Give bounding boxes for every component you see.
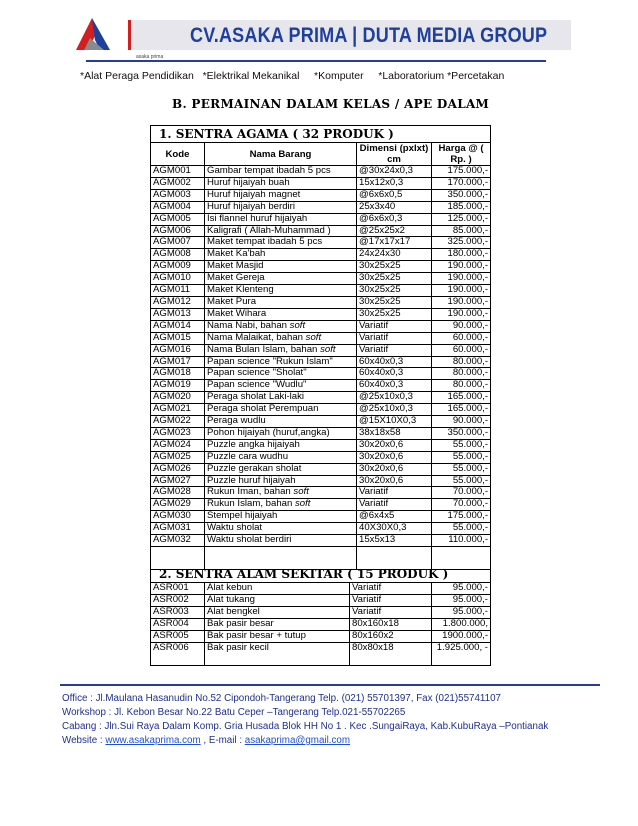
- item-dimension: 80x160x2: [350, 630, 432, 642]
- item-dimension: @6x6x0,3: [357, 213, 432, 225]
- table-row: [151, 463, 491, 475]
- item-dimension: 30x20x0,6: [357, 439, 432, 451]
- item-price: 190.000,-: [432, 285, 491, 297]
- table-row: [151, 308, 491, 320]
- item-name: Maket Wihara: [205, 308, 357, 320]
- footer: [62, 692, 548, 748]
- table-row: [151, 166, 491, 178]
- item-name: Bak pasir besar: [205, 618, 350, 630]
- item-dimension: 30x20x0,6: [357, 475, 432, 487]
- item-dimension: @15X10X0,3: [357, 416, 432, 428]
- table-row: [151, 189, 491, 201]
- item-name: Stempel hijaiyah: [205, 511, 357, 523]
- item-price: 165.000,-: [432, 392, 491, 404]
- table-row: [151, 427, 491, 439]
- item-dimension: Variatif: [350, 583, 432, 595]
- item-price: 55.000,-: [432, 463, 491, 475]
- table-row: [151, 392, 491, 404]
- item-dimension: 60x40x0,3: [357, 380, 432, 392]
- table-row: [151, 642, 491, 665]
- item-code: ASR003: [151, 606, 205, 618]
- workshop-address: Workshop : Jl. Kebon Besar No.22 Batu Ceper –Tangerang Telp.021-55702265: [62, 707, 406, 718]
- item-name: Puzzle cara wudhu: [205, 451, 357, 463]
- item-code: AGM032: [151, 535, 205, 547]
- section-title: B. PERMAINAN DALAM KELAS / APE DALAM: [172, 97, 490, 111]
- item-code: AGM015: [151, 332, 205, 344]
- table-title: 2. SENTRA ALAM SEKITAR ( 15 PRODUK ): [151, 566, 491, 583]
- website-link[interactable]: www.asakaprima.com: [105, 735, 201, 746]
- item-name: Rukun Islam, bahan soft: [205, 499, 357, 511]
- item-dimension: Variatif: [350, 594, 432, 606]
- office-address: Office : Jl.Maulana Hasanudin No.52 Cipondoh-Tangerang Telp. (021) 55701397, Fax (021)55741107: [62, 693, 501, 704]
- table-row: [151, 201, 491, 213]
- item-code: AGM026: [151, 463, 205, 475]
- item-dimension: @25x25x2: [357, 225, 432, 237]
- item-name: Kaligrafi ( Allah-Muhammad ): [205, 225, 357, 237]
- table-row: [151, 487, 491, 499]
- header-dimensi: Dimensi (pxlxt) cm: [357, 143, 432, 166]
- item-code: AGM003: [151, 189, 205, 201]
- table-row: [151, 523, 491, 535]
- item-code: AGM018: [151, 368, 205, 380]
- item-code: AGM025: [151, 451, 205, 463]
- item-price: 60.000,-: [432, 332, 491, 344]
- item-price: 185.000,-: [432, 201, 491, 213]
- email-link[interactable]: asakaprima@gmail.com: [244, 735, 350, 746]
- item-code: ASR006: [151, 642, 205, 665]
- table-row: [151, 332, 491, 344]
- item-price: 175.000,-: [432, 166, 491, 178]
- item-code: AGM009: [151, 261, 205, 273]
- table-row: [151, 511, 491, 523]
- item-code: AGM028: [151, 487, 205, 499]
- item-price: 80.000,-: [432, 380, 491, 392]
- table-row: [151, 499, 491, 511]
- item-code: AGM007: [151, 237, 205, 249]
- item-price: 60.000,-: [432, 344, 491, 356]
- header-divider: [86, 60, 546, 62]
- item-code: AGM001: [151, 166, 205, 178]
- item-code: AGM006: [151, 225, 205, 237]
- item-name: Maket Pura: [205, 296, 357, 308]
- item-dimension: 15x5x13: [357, 535, 432, 547]
- table-row: [151, 451, 491, 463]
- header-nama-barang: Nama Barang: [205, 143, 357, 166]
- item-price: 80.000,-: [432, 368, 491, 380]
- item-dimension: 80x80x18: [350, 642, 432, 665]
- item-code: AGM019: [151, 380, 205, 392]
- item-price: 95.000,-: [432, 583, 491, 595]
- item-price: 80.000,-: [432, 356, 491, 368]
- item-name: Papan science "Sholat": [205, 368, 357, 380]
- soft-material-label: soft: [320, 344, 336, 355]
- item-dimension: 40X30X0,3: [357, 523, 432, 535]
- item-price: 85.000,-: [432, 225, 491, 237]
- item-name: Papan science "Rukun Islam": [205, 356, 357, 368]
- item-price: 165.000,-: [432, 404, 491, 416]
- business-categories: *Alat Peraga Pendidikan *Elektrikal Mekanikal *Komputer *Laboratorium *Percetakan: [80, 70, 505, 82]
- sentra-alam-sekitar-table: [150, 566, 491, 666]
- item-dimension: 60x40x0,3: [357, 368, 432, 380]
- item-price: 95.000,-: [432, 606, 491, 618]
- item-price: 1.800.000,: [432, 618, 491, 630]
- item-name: Alat kebun: [205, 583, 350, 595]
- item-price: 170.000,-: [432, 177, 491, 189]
- table-title: 1. SENTRA AGAMA ( 32 PRODUK ): [151, 126, 491, 143]
- item-code: AGM008: [151, 249, 205, 261]
- item-dimension: @6x6x0,5: [357, 189, 432, 201]
- item-price: 190.000,-: [432, 296, 491, 308]
- contact-line: [62, 734, 548, 748]
- soft-material-label: soft: [305, 332, 322, 343]
- item-dimension: @25x10x0,3: [357, 392, 432, 404]
- item-name: Huruf hijaiyah magnet: [205, 189, 357, 201]
- email-label: , E-mail :: [200, 735, 245, 746]
- soft-material-label: soft: [289, 320, 306, 331]
- item-code: AGM012: [151, 296, 205, 308]
- item-name: Isi flannel huruf hijaiyah: [205, 213, 357, 225]
- item-code: AGM004: [151, 201, 205, 213]
- item-name: Nama Nabi, bahan soft: [205, 320, 357, 332]
- item-name: Waktu sholat: [205, 523, 357, 535]
- item-name: Maket Klenteng: [205, 285, 357, 297]
- item-name: Bak pasir besar + tutup: [205, 630, 350, 642]
- item-name: Pohon hijaiyah (huruf,angka): [205, 427, 357, 439]
- soft-material-label: soft: [295, 498, 311, 510]
- item-dimension: 38x18x58: [357, 427, 432, 439]
- item-dimension: @30x24x0,3: [357, 166, 432, 178]
- item-code: ASR004: [151, 618, 205, 630]
- table-row: [151, 416, 491, 428]
- item-code: AGM021: [151, 404, 205, 416]
- item-dimension: 24x24x30: [357, 249, 432, 261]
- item-price: 70.000,-: [432, 487, 491, 499]
- item-dimension: Variatif: [350, 606, 432, 618]
- table-row: [151, 249, 491, 261]
- item-dimension: Variatif: [357, 332, 432, 344]
- item-code: ASR002: [151, 594, 205, 606]
- item-name: Rukun Iman, bahan soft: [205, 487, 357, 499]
- item-code: ASR001: [151, 583, 205, 595]
- header-kode: Kode: [151, 143, 205, 166]
- item-code: AGM023: [151, 427, 205, 439]
- item-dimension: 30x25x25: [357, 273, 432, 285]
- item-dimension: @25x10x0,3: [357, 404, 432, 416]
- item-name: Huruf hijaiyah berdiri: [205, 201, 357, 213]
- item-dimension: @17x17x17: [357, 237, 432, 249]
- item-dimension: Variatif: [357, 499, 432, 511]
- soft-material-label: soft: [293, 486, 309, 498]
- item-dimension: Variatif: [357, 344, 432, 356]
- item-name: Puzzle huruf hijaiyah: [205, 475, 357, 487]
- item-name: Nama Bulan Islam, bahan soft: [205, 344, 357, 356]
- item-dimension: 80x160x18: [350, 618, 432, 630]
- table-row: [151, 404, 491, 416]
- item-dimension: 30x25x25: [357, 296, 432, 308]
- item-name: Maket Ka'bah: [205, 249, 357, 261]
- item-code: AGM027: [151, 475, 205, 487]
- item-code: AGM010: [151, 273, 205, 285]
- item-dimension: 30x25x25: [357, 261, 432, 273]
- letterhead: [70, 14, 570, 58]
- item-price: 1900.000,-: [432, 630, 491, 642]
- item-code: AGM030: [151, 511, 205, 523]
- table-row: [151, 273, 491, 285]
- table-row: [151, 177, 491, 189]
- logo-subtext: asaka prima: [136, 54, 164, 60]
- table-row: [151, 296, 491, 308]
- item-name: Alat bengkel: [205, 606, 350, 618]
- item-dimension: 25x3x40: [357, 201, 432, 213]
- item-dimension: Variatif: [357, 487, 432, 499]
- item-price: 95.000,-: [432, 594, 491, 606]
- table-row: [151, 606, 491, 618]
- item-price: 180.000,-: [432, 249, 491, 261]
- footer-divider: [60, 684, 600, 686]
- item-code: AGM022: [151, 416, 205, 428]
- item-name: Maket tempat ibadah 5 pcs: [205, 237, 357, 249]
- table-row: [151, 213, 491, 225]
- table-row: [151, 380, 491, 392]
- item-name: Papan science "Wudlu": [205, 380, 357, 392]
- sentra-agama-table: [150, 125, 491, 570]
- item-price: 125.000,-: [432, 213, 491, 225]
- item-code: AGM031: [151, 523, 205, 535]
- item-price: 350.000,-: [432, 427, 491, 439]
- item-code: AGM014: [151, 320, 205, 332]
- table-row: [151, 261, 491, 273]
- company-name: CV.ASAKA PRIMA | DUTA MEDIA GROUP: [190, 24, 548, 47]
- item-price: 325.000,-: [432, 237, 491, 249]
- website-label: Website :: [62, 735, 106, 746]
- item-price: 190.000,-: [432, 261, 491, 273]
- item-dimension: Variatif: [357, 320, 432, 332]
- item-dimension: 30x20x0,6: [357, 463, 432, 475]
- item-name: Bak pasir kecil: [205, 642, 350, 665]
- item-name: Peraga wudlu: [205, 416, 357, 428]
- table-row: [151, 594, 491, 606]
- item-dimension: 15x12x0,3: [357, 177, 432, 189]
- item-dimension: 30x25x25: [357, 308, 432, 320]
- item-code: AGM011: [151, 285, 205, 297]
- item-price: 350.000,-: [432, 189, 491, 201]
- header-harga: Harga @ ( Rp. ): [432, 143, 491, 166]
- item-name: Peraga sholat Perempuan: [205, 404, 357, 416]
- item-price: 55.000,-: [432, 523, 491, 535]
- item-code: AGM013: [151, 308, 205, 320]
- company-logo-icon: [70, 14, 126, 54]
- item-name: Waktu sholat berdiri: [205, 535, 357, 547]
- item-code: ASR005: [151, 630, 205, 642]
- item-code: AGM020: [151, 392, 205, 404]
- item-price: 90.000,-: [432, 320, 491, 332]
- item-code: AGM002: [151, 177, 205, 189]
- item-code: AGM016: [151, 344, 205, 356]
- item-name: Huruf hijaiyah buah: [205, 177, 357, 189]
- table-row: [151, 356, 491, 368]
- item-dimension: 30x20x0,6: [357, 451, 432, 463]
- item-price: 55.000,-: [432, 451, 491, 463]
- item-name: Gambar tempat ibadah 5 pcs: [205, 166, 357, 178]
- item-dimension: 30x25x25: [357, 285, 432, 297]
- table-row: [151, 475, 491, 487]
- item-code: AGM029: [151, 499, 205, 511]
- table-row: [151, 630, 491, 642]
- table-row: [151, 344, 491, 356]
- item-dimension: 60x40x0,3: [357, 356, 432, 368]
- item-name: Maket Masjid: [205, 261, 357, 273]
- item-code: AGM024: [151, 439, 205, 451]
- item-name: Nama Malaikat, bahan soft: [205, 332, 357, 344]
- item-price: 190.000,-: [432, 308, 491, 320]
- table-row: [151, 285, 491, 297]
- item-name: Alat tukang: [205, 594, 350, 606]
- item-price: 1.925.000, -: [432, 642, 491, 665]
- item-dimension: @6x4x5: [357, 511, 432, 523]
- item-name: Puzzle gerakan sholat: [205, 463, 357, 475]
- table-row: [151, 225, 491, 237]
- item-price: 175.000,-: [432, 511, 491, 523]
- table-row: [151, 368, 491, 380]
- item-price: 55.000,-: [432, 475, 491, 487]
- table-row: [151, 535, 491, 547]
- item-price: 110.000,-: [432, 535, 491, 547]
- item-code: AGM005: [151, 213, 205, 225]
- item-price: 55.000,-: [432, 439, 491, 451]
- table-row: [151, 618, 491, 630]
- item-name: Maket Gereja: [205, 273, 357, 285]
- item-name: Peraga sholat Laki-laki: [205, 392, 357, 404]
- item-code: AGM017: [151, 356, 205, 368]
- branch-address: Cabang : Jln.Sui Raya Dalam Komp. Gria Husada Blok HH No 1 . Kec .SungaiRaya, Kab.KubuRaya –Pontianak: [62, 721, 549, 732]
- table-row: [151, 320, 491, 332]
- item-name: Puzzle angka hijaiyah: [205, 439, 357, 451]
- table-row: [151, 237, 491, 249]
- item-price: 90.000,-: [432, 416, 491, 428]
- table-row: [151, 439, 491, 451]
- item-price: 190.000,-: [432, 273, 491, 285]
- table-row: [151, 583, 491, 595]
- item-price: 70.000,-: [432, 499, 491, 511]
